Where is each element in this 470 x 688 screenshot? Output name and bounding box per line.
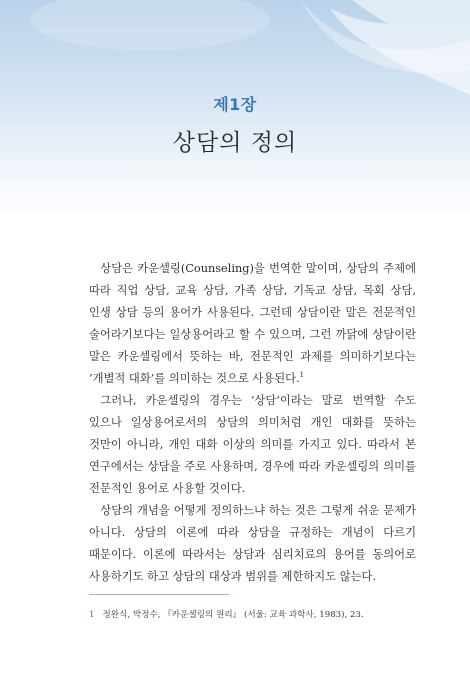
footnote-text: 정완식, 박정수, 『카운셀링의 원리』 (서울: 교육 과학사, 1983), 23. [102, 610, 364, 620]
paragraph: 상담의 개념을 어떻게 정의하느냐 하는 것은 그렇게 쉬운 문제가 아니다. 상담의 이론에 따라 상담을 규정하는 개념이 다르기 때문이다. 이론에 따라서는 상담과 심리치료의 용어를 동의어로 사용하기도 하고 상담의 대상과 범위를 제한하지도 않는다. [89, 504, 416, 583]
footnote-divider [89, 594, 229, 595]
paragraph: 그러나, 카운셀링의 경우는 ‘상담’이라는 말로 번역할 수도 있으나 일상용어로서의 상담의 의미처럼 개인 대화를 뜻하는 것만이 아니라, 개인 대화 이상의 의미를 가지고 있다. 따라서 본 연구에서는 상담을 주로 사용하며, 경우에 따라 카운셀링의 의미를 전문적인 용어로 사용할 것이다. [89, 394, 416, 495]
chapter-number: 제1장 [213, 95, 257, 114]
footnote [89, 608, 419, 620]
paragraph [89, 258, 416, 390]
footnote-number: 1 [89, 610, 95, 620]
chapter-title: 상담의 정의 [172, 130, 298, 156]
paragraph-text: 상담은 카운셀링(Counseling)을 번역한 말이며, 상담의 주제에 따라 직업 상담, 교육 상담, 가족 상담, 기독교 상담, 목회 상담, 인생 상담 등의 용어가 사용된다. 그런데 상담이란 말은 전문적인 술어라기보다는 일상용어라고 할 수 있으며, 그런 까닭에 상담이란 말은 카운셀링에서 뜻하는 바, 전문적인 과제를 의미하기보다는 ‘개별적 대화’를 의미하는 것으로 사용된다. [89, 262, 416, 385]
body-text [89, 258, 416, 588]
footnote-reference[interactable]: 1 [299, 371, 305, 380]
